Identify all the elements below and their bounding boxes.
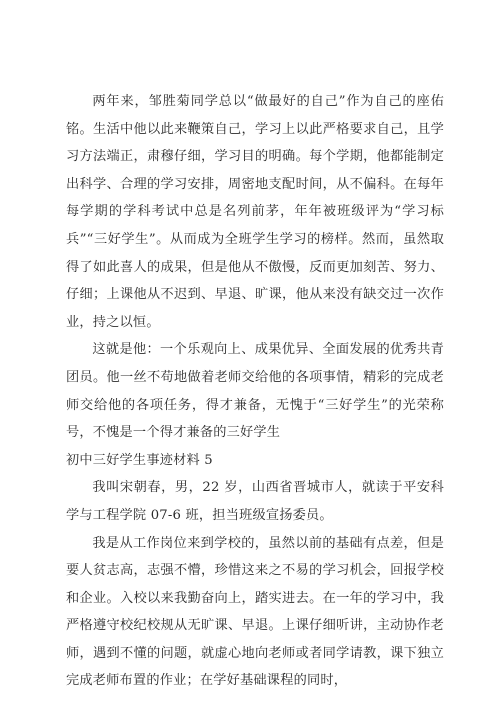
paragraph-3: 我叫宋朝春，男，22 岁，山西省晋城市人，就读于平安科学与工程学院 07-6 班，担当班级宣扬委员。 bbox=[66, 480, 444, 523]
section-heading: 初中三好学生事迹材料 5 bbox=[66, 452, 213, 468]
paragraph-4: 我是从工作岗位来到学校的，虽然以前的基础有点差，但是要人贫志高，志强不懵，珍惜这来之不易的学习机会，回报学校和企业。入校以来我勤奋向上，踏实进去。在一年的学习中，我严格遵守校纪校规从无旷课、早退。上课仔细听讲，主动协作老师，遇到不懂的问题，就虚心地向老师或者同学请教，课下独立完成老师布置的作业；在学好基础课程的同时， bbox=[66, 535, 444, 689]
document-page bbox=[66, 88, 444, 695]
paragraph-2: 这就是他：一个乐观向上、成果优异、全面发展的优秀共青团员。他一丝不苟地做着老师交给他的各项事情，精彩的完成老师交给他的各项任务，得才兼备，无愧于“三好学生”的光荣称号，不愧是一个得才兼备的三好学生 bbox=[66, 342, 444, 441]
paragraph-1: 两年来，邹胜菊同学总以“做最好的自己”作为自己的座佑铭。生活中他以此来鞭策自己，学习上以此严格要求自己，且学习方法端正，肃穆仔细，学习目的明确。每个学期，他都能制定出科学、合理的学习安排，周密地支配时间，从不偏科。在每年每学期的学科考试中总是名列前茅，年年被班级评为“学习标兵”“三好学生”。从而成为全班学生学习的榜样。然而，虽然取得了如此喜人的成果，但是他从不傲慢，反而更加刻苦、努力、仔细；上课他从不迟到、早退、旷课，他从来没有缺交过一次作业，持之以恒。 bbox=[66, 94, 444, 330]
